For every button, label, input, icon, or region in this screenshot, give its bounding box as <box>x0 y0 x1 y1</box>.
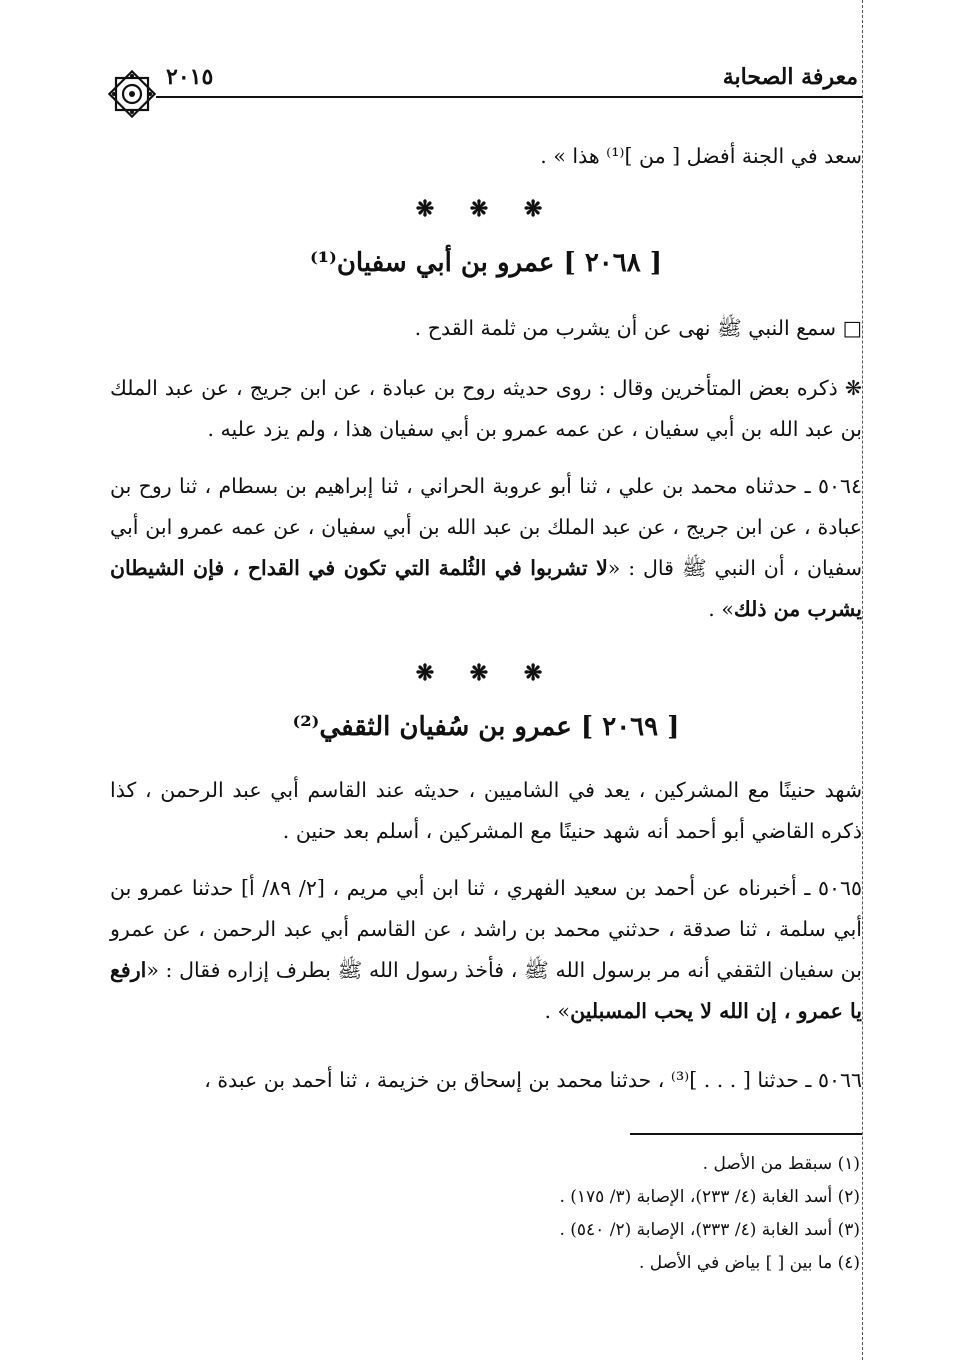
footnote-1: (١) سبقط من الأصل . <box>702 1154 860 1174</box>
paragraph-hadith-5065 <box>110 868 862 1032</box>
entry-name: عمرو بن أبي سفيان⁽¹⁾ <box>309 248 555 278</box>
entry-name-2: عمرو بن سُفيان الثقفي⁽²⁾ <box>292 712 572 742</box>
paragraph-continuation: سعد في الجنة أفضل [ من ]⁽¹⁾ هذا » . <box>540 144 862 168</box>
hadith-end: » . <box>708 597 734 621</box>
paragraph-hadith-5066: ٥٠٦٦ ـ حدثنا [ . . . ]⁽³⁾ ، حدثنا محمد بن إسحاق بن خزيمة ، ثنا أحمد بن عبدة ، <box>204 1068 862 1092</box>
footnote-4: (٤) ما بين [ ] بياض في الأصل . <box>638 1253 860 1273</box>
entry-heading-2068 <box>110 248 862 278</box>
entry-number-2: [ ٢٠٦٩ ] <box>580 712 680 742</box>
paragraph-hadith-5064 <box>110 466 862 630</box>
footnotes <box>160 1148 860 1280</box>
header-rule <box>156 96 862 98</box>
page-number: ٢٠١٥ <box>166 64 214 90</box>
hadith-chain: ٥٠٦٤ ـ حدثناه محمد بن علي ، ثنا أبو عروبة الحراني ، ثنا إبراهيم بن بسطام ، ثنا روح بن عبادة ، عن ابن جريج ، عن عبد الملك بن عبد الله بن أبي سفيان ، عن عمه عمرو ابن أبي سفيان ، أن النبي ﷺ قال : « <box>110 474 862 580</box>
header-title: معرفة الصحابة <box>722 64 858 90</box>
footnote-rule <box>630 1133 862 1135</box>
hadith-text: لا تشربوا في الثُلمة التي تكون في القداح ، فإن الشيطان يشرب من ذلك <box>110 556 862 621</box>
entry-heading-2069 <box>110 712 862 742</box>
section-separator: ❋ ❋ ❋ <box>415 196 557 222</box>
paragraph-note: ❋ ذكره بعض المتأخرين وقال : روى حديثه روح بن عبادة ، عن ابن جريج ، عن عبد الملك بن عبد الله بن أبي سفيان ، عن عمه عمرو بن أبي سفيان هذا ، ولم يزد عليه . <box>110 376 862 441</box>
section-separator-2: ❋ ❋ ❋ <box>415 660 557 686</box>
hadith-end-2: » . <box>544 999 571 1023</box>
paragraph-bio: شهد حنينًا مع المشركين ، يعد في الشاميين ، حديثه عند القاسم أبي عبد الرحمن ، كذا ذكره القاضي أبو أحمد أنه شهد حنينًا مع المشركين ، أسلم بعد حنين . <box>110 778 862 843</box>
footnote-3: (٣) أسد الغابة (٤/ ٣٣٣)، الإصابة (٢/ ٥٤٠) . <box>559 1220 860 1240</box>
footnote-2: (٢) أسد الغابة (٤/ ٢٣٣)، الإصابة (٣/ ١٧٥) . <box>559 1187 860 1207</box>
page-edge-line <box>862 0 863 1360</box>
running-header <box>108 62 862 100</box>
hadith-chain-2: ٥٠٦٥ ـ أخبرناه عن أحمد بن سعيد الفهري ، ثنا ابن أبي مريم ، [٢/ ٨٩/ أ] حدثنا عمرو بن أبي سلمة ، ثنا صدقة ، حدثني محمد بن راشد ، عن القاسم أبي عبد الرحمن ، عن عمرو بن سفيان الثقفي أنه مر برسول الله ﷺ ، فأخذ رسول الله ﷺ بطرف إزاره فقال : « <box>110 876 862 982</box>
hadith-text-2: ارفع يا عمرو ، إن الله لا يحب المسبلين <box>110 958 862 1023</box>
star-ornament-icon <box>106 68 158 120</box>
entry-number: [ ٢٠٦٨ ] <box>563 248 663 278</box>
paragraph-hadith-summary: □ سمع النبي ﷺ نهى عن أن يشرب من ثلمة القدح . <box>414 316 862 340</box>
